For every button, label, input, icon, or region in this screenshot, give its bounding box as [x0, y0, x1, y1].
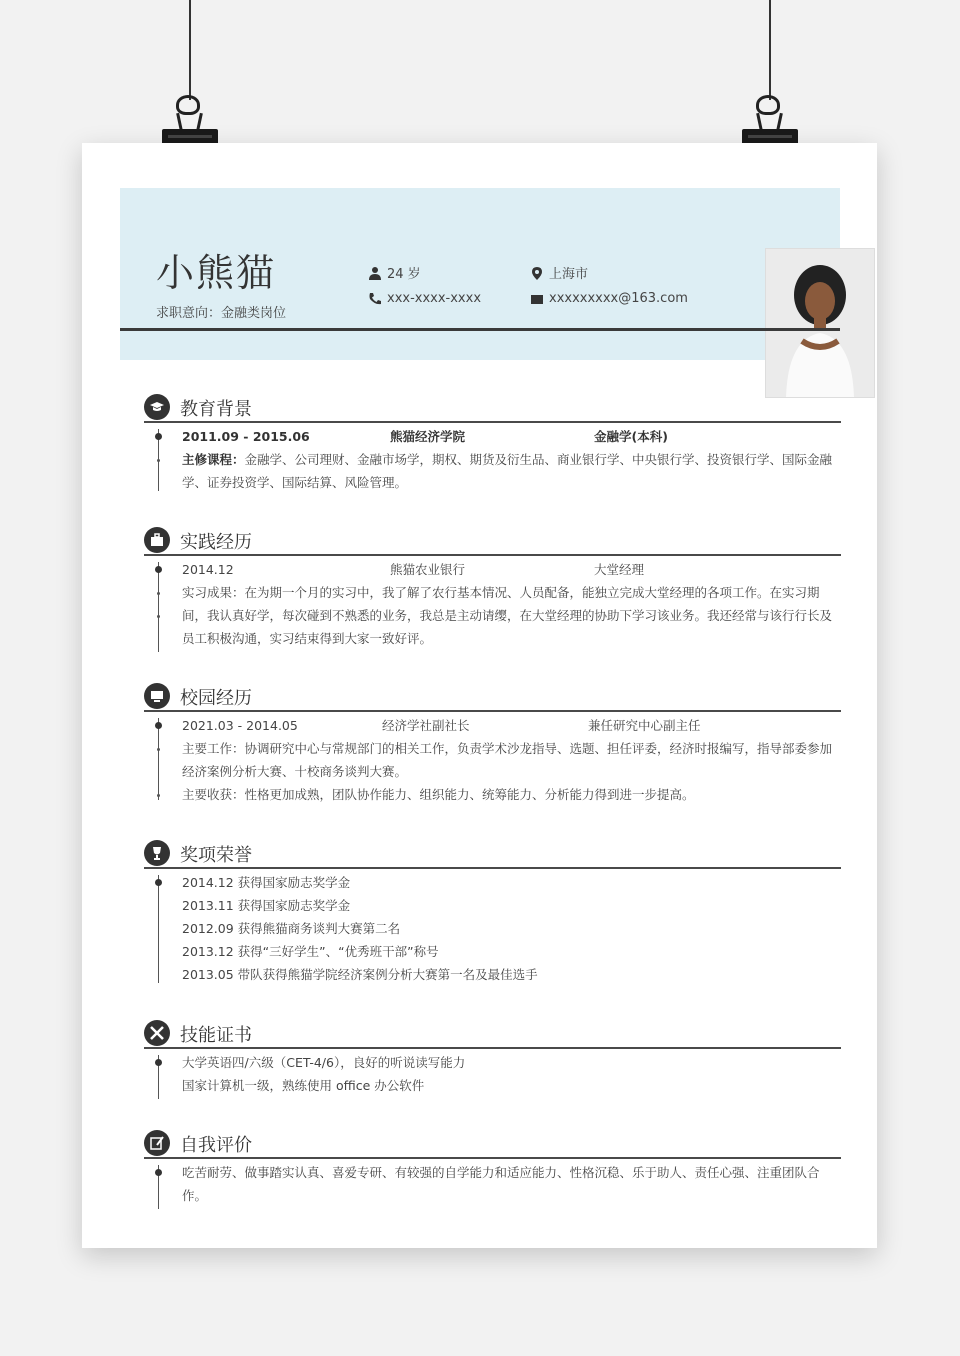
- award-item: 2013.05 带队获得熊猫学院经济案例分析大赛第一名及最佳选手: [182, 967, 538, 982]
- email-text: xxxxxxxxx@163.com: [549, 291, 688, 306]
- resume-paper: [82, 143, 877, 1248]
- tools-icon: [144, 1020, 170, 1046]
- briefcase-icon: [144, 527, 170, 553]
- phone-info: [368, 291, 481, 306]
- profile-photo: [765, 248, 875, 398]
- section-title: 校园经历: [180, 688, 252, 709]
- graduation-cap-icon: [144, 394, 170, 420]
- resume-header: [120, 188, 840, 360]
- section-awards: [144, 835, 841, 982]
- location-text: 上海市: [549, 267, 589, 282]
- phone-text: xxx-xxxx-xxxx: [387, 291, 482, 306]
- section-education: [144, 389, 841, 490]
- education-period: 2011.09 - 2015.06: [182, 429, 310, 444]
- age-info: [368, 263, 421, 282]
- age-text: 24 岁: [387, 267, 421, 282]
- section-divider: [144, 421, 841, 423]
- header-divider: [120, 328, 840, 331]
- monitor-icon: [144, 683, 170, 709]
- education-school: 熊猫经济学院: [390, 429, 466, 444]
- award-item: 2013.11 获得国家励志奖学金: [182, 898, 351, 913]
- award-item: 2014.12 获得国家励志奖学金: [182, 875, 351, 890]
- campus-role: 兼任研究中心副主任: [588, 718, 701, 733]
- section-title: 自我评价: [180, 1135, 252, 1156]
- edit-pencil-icon: [144, 1130, 170, 1156]
- hanging-wire-left: [189, 0, 191, 100]
- section-campus: [144, 678, 841, 802]
- campus-gain: 主要收获：性格更加成熟，团队协作能力、组织能力、统筹能力、分析能力得到进一步提高。: [182, 787, 695, 802]
- education-courses: 主修课程：金融学、公司理财、金融市场学，期权、期货及衍生品、商业银行学、中央银行学、投资银行学、国际金融学、证券投资学、国际结算、风险管理。: [182, 452, 833, 490]
- practice-description: 实习成果：在为期一个月的实习中，我了解了农行基本情况、人员配备，能独立完成大堂经理的各项工作。在实习期间，我认真好学，每次碰到不熟悉的业务，我总是主动请缨，在大堂经理的协助下学习该业务。我还经常与该行行长及员工积极沟通，实习结束得到大家一致好评。: [182, 585, 833, 646]
- award-item: 2013.12 获得“三好学生”、“优秀班干部”称号: [182, 944, 439, 959]
- practice-org: 熊猫农业银行: [390, 562, 466, 577]
- section-skills: [144, 1015, 841, 1093]
- section-title: 实践经历: [180, 532, 252, 553]
- education-major: 金融学(本科): [594, 429, 668, 444]
- trophy-icon: [144, 840, 170, 866]
- phone-icon: [368, 292, 382, 306]
- section-divider: [144, 710, 841, 712]
- section-title: 奖项荣誉: [180, 845, 252, 866]
- practice-date: 2014.12: [182, 562, 234, 577]
- section-title: 技能证书: [180, 1025, 252, 1046]
- location-pin-icon: [530, 266, 544, 280]
- skill-item: 大学英语四/六级（CET-4/6），良好的听说读写能力: [182, 1055, 466, 1070]
- section-practice: [144, 522, 841, 646]
- award-item: 2012.09 获得熊猫商务谈判大赛第二名: [182, 921, 401, 936]
- self-evaluation-text: 吃苦耐劳、做事踏实认真、喜爱专研、有较强的自学能力和适应能力、性格沉稳、乐于助人、责任心强、注重团队合作。: [182, 1165, 820, 1203]
- section-title: 教育背景: [180, 399, 252, 420]
- practice-role: 大堂经理: [594, 562, 645, 577]
- job-intent: 求职意向：金融类岗位: [156, 306, 287, 321]
- hanging-wire-right: [769, 0, 771, 100]
- campus-org: 经济学社副社长: [382, 718, 470, 733]
- candidate-name: 小熊猫: [156, 251, 277, 295]
- skill-item: 国家计算机一级，熟练使用 office 办公软件: [182, 1078, 425, 1093]
- section-divider: [144, 554, 841, 556]
- campus-period: 2021.03 - 2014.05: [182, 718, 298, 733]
- mail-icon: [530, 292, 544, 306]
- person-icon: [368, 266, 382, 280]
- location-info: [530, 263, 588, 282]
- campus-work: 主要工作：协调研究中心与常规部门的相关工作，负责学术沙龙指导、选题、担任评委，经济时报编写，指导部委参加经济案例分析大赛、十校商务谈判大赛。: [182, 741, 833, 779]
- section-divider: [144, 867, 841, 869]
- section-divider: [144, 1047, 841, 1049]
- section-self-evaluation: [144, 1125, 841, 1203]
- section-divider: [144, 1157, 841, 1159]
- email-info: [530, 291, 688, 306]
